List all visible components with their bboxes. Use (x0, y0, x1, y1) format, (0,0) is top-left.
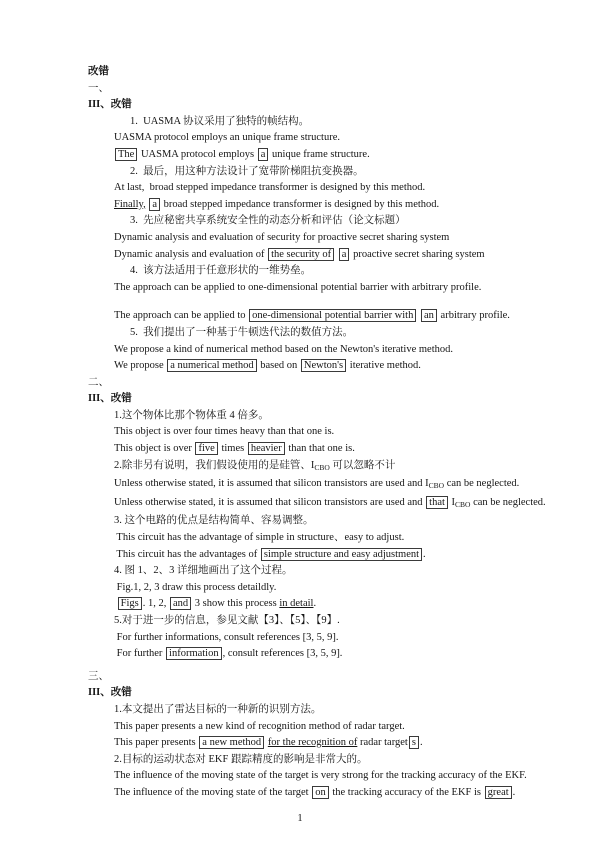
text-segment: . (512, 786, 516, 798)
text-segment: UASMA protocol employs an unique frame structure. (114, 132, 340, 144)
text-segment: 三、 (88, 670, 109, 682)
text-line (114, 596, 600, 613)
text-line (130, 213, 600, 230)
correction-box: The (115, 148, 137, 161)
text-line (114, 476, 600, 495)
correction-box: the security of (268, 248, 334, 261)
text-line (114, 280, 600, 297)
correction-box: a (149, 198, 160, 211)
text-line (114, 230, 600, 247)
text-line (114, 785, 600, 802)
text-segment: . (423, 548, 426, 560)
text-segment: iterative method. (347, 360, 421, 372)
text-segment: . (419, 737, 423, 749)
text-line (88, 375, 600, 392)
text-line (114, 180, 600, 197)
text-line (114, 408, 600, 425)
correction-box: on (312, 786, 329, 799)
text-line (88, 391, 600, 408)
text-segment: radar target (357, 737, 408, 749)
text-segment (146, 199, 149, 210)
correction-underline: in detail (279, 598, 314, 610)
correction-box: heavier (248, 442, 285, 455)
text-line (114, 513, 600, 530)
subscript-text: CBO (428, 481, 445, 491)
page-number: 1 (297, 813, 303, 824)
text-segment: 3. 先应秘密共享系统安全性的动态分析和评估（论文标题） (130, 215, 406, 227)
text-segment: This circuit has the advantages of (114, 548, 260, 560)
text-segment: can be neglected. (444, 478, 520, 490)
text-segment: 2.除非另有说明，我们假设使用的是硅管、I (114, 459, 315, 471)
correction-box: that (426, 496, 448, 509)
text-segment: 5.对于进一步的信息，参见文献【3】、【5】、【9】. (114, 615, 340, 626)
text-segment (335, 249, 338, 260)
text-segment: proactive secret sharing system (350, 248, 485, 260)
text-segment: 3 show this process (192, 598, 280, 610)
text-segment: This paper presents a new kind of recognition method of radar target. (114, 720, 405, 732)
text-segment: can be neglected. (470, 496, 546, 508)
text-segment: We propose (114, 360, 167, 372)
text-line (130, 114, 600, 131)
subscript-text: CBO (314, 462, 330, 472)
text-line (114, 547, 600, 564)
text-segment: Unless otherwise stated, it is assumed that silicon transistors are used and I (114, 478, 429, 490)
text-line (114, 735, 600, 752)
text-line (114, 342, 600, 359)
correction-box: s (409, 736, 419, 749)
text-line (114, 563, 600, 580)
text-segment: For further informations, consult references [3, 5, 9]. (114, 631, 339, 643)
text-segment: 1. UASMA 协议采用了独特的帧结构。 (130, 115, 310, 127)
text-line (114, 702, 600, 719)
text-line (88, 685, 600, 702)
text-line (114, 495, 600, 514)
correction-box: and (170, 597, 191, 610)
correction-box: a numerical method (167, 359, 256, 372)
text-segment: We propose a kind of numerical method based on the Newton's iterative method. (114, 343, 453, 355)
text-line (130, 164, 600, 181)
correction-box: Figs (118, 597, 142, 610)
text-segment: III、改错 (88, 99, 132, 111)
correction-box: simple structure and easy adjustment (261, 548, 422, 561)
text-line (114, 719, 600, 736)
text-segment: . (313, 598, 317, 610)
text-segment: At last, broad stepped impedance transformer is designed by this method. (114, 182, 426, 194)
text-segment (114, 598, 117, 609)
text-segment: III、改错 (88, 687, 132, 699)
text-segment: . 1, 2, (142, 598, 169, 610)
correction-box: one-dimensional potential barrier with (249, 309, 416, 322)
text-segment: This circuit has the advantage of simple in structure、easy to adjust. (114, 532, 405, 544)
text-segment: This object is over (114, 443, 195, 455)
text-segment: 1.本文提出了雷达目标的一种新的识别方法。 (114, 703, 322, 715)
text-segment: 2. 最后，用这种方法设计了宽带阶梯阻抗变换器。 (130, 165, 364, 177)
text-segment: This paper presents (114, 737, 199, 749)
text-line (114, 752, 600, 769)
text-segment: Dynamic analysis and evaluation of security for proactive secret sharing system (114, 231, 450, 243)
correction-box: a (339, 248, 350, 261)
text-segment: , consult references [3, 5, 9]. (222, 648, 343, 660)
text-segment: arbitrary profile. (437, 310, 510, 322)
text-line (88, 669, 600, 686)
text-segment: 5. 我们提出了一种基于牛顿迭代法的数值方法。 (130, 326, 354, 338)
text-segment: 1.这个物体比那个物体重 4 倍多。 (114, 409, 269, 421)
text-line (114, 580, 600, 597)
text-line (114, 424, 600, 441)
text-segment: 4. 该方法适用于任意形状的一维势垒。 (130, 265, 312, 277)
text-segment: 可以忽略不计 (329, 459, 396, 471)
text-segment: For further (114, 648, 166, 660)
text-line (88, 64, 600, 81)
correction-box: a new method (199, 736, 264, 749)
text-line (114, 308, 600, 325)
correction-box: an (421, 309, 437, 322)
text-segment: I (448, 496, 456, 508)
text-line (130, 263, 600, 280)
text-line (114, 358, 600, 375)
text-segment: 改错 (88, 66, 109, 77)
blank-line (0, 296, 600, 308)
correction-box: five (195, 442, 217, 455)
text-segment: UASMA protocol employs (138, 148, 257, 160)
correction-box: information (166, 647, 222, 660)
text-segment: III、改错 (88, 393, 132, 405)
text-line (130, 325, 600, 342)
text-segment: The influence of the moving state of the target is very strong for the tracking accuracy of the EKF. (114, 770, 527, 782)
text-line (114, 646, 600, 663)
correction-box: Newton's (301, 359, 346, 372)
text-segment: 2.目标的运动状态对 EKF 跟踪精度的影响是非常大的。 (114, 753, 368, 765)
text-segment: the tracking accuracy of the EKF is (329, 786, 484, 798)
text-line (114, 130, 600, 147)
text-segment: unique frame structure. (269, 148, 370, 160)
subscript-text: CBO (455, 499, 471, 509)
text-line (114, 768, 600, 785)
correction-underline: for the recognition of (267, 737, 358, 749)
text-segment: The approach can be applied to one-dimensional potential barrier with arbitrary profile. (114, 281, 482, 293)
text-line (88, 81, 600, 98)
document-body (0, 64, 600, 802)
text-line (114, 530, 600, 547)
text-segment: 一、 (88, 82, 109, 94)
text-segment: broad stepped impedance transformer is designed by this method. (161, 198, 440, 210)
correction-box: great (485, 786, 512, 799)
text-segment: based on (257, 360, 300, 372)
text-line (114, 630, 600, 647)
text-segment: 4. 图 1、2、3 详细地画出了这个过程。 (114, 565, 293, 577)
correction-box: a (258, 148, 269, 161)
text-line (114, 247, 600, 264)
text-line (114, 613, 600, 630)
text-segment: The influence of the moving state of the target (114, 786, 312, 798)
text-line (114, 197, 600, 214)
text-segment: 3. 这个电路的优点是结构简单、容易调整。 (114, 515, 314, 527)
correction-underline: Finally, (114, 198, 146, 210)
text-segment: Unless otherwise stated, it is assumed that silicon transistors are used and (114, 496, 426, 508)
text-line (114, 441, 600, 458)
text-segment: The approach can be applied to (114, 310, 249, 322)
text-segment (417, 310, 420, 321)
text-segment: 二、 (88, 376, 109, 388)
text-segment: than that one is. (285, 443, 355, 455)
text-line (88, 97, 600, 114)
text-line (114, 147, 600, 164)
text-line (114, 458, 600, 477)
text-segment: times (218, 443, 247, 455)
text-segment: This object is over four times heavy than that one is. (114, 426, 335, 438)
text-segment: Dynamic analysis and evaluation of (114, 248, 268, 260)
text-segment: Fig.1, 2, 3 draw this process detaildly. (114, 581, 277, 593)
